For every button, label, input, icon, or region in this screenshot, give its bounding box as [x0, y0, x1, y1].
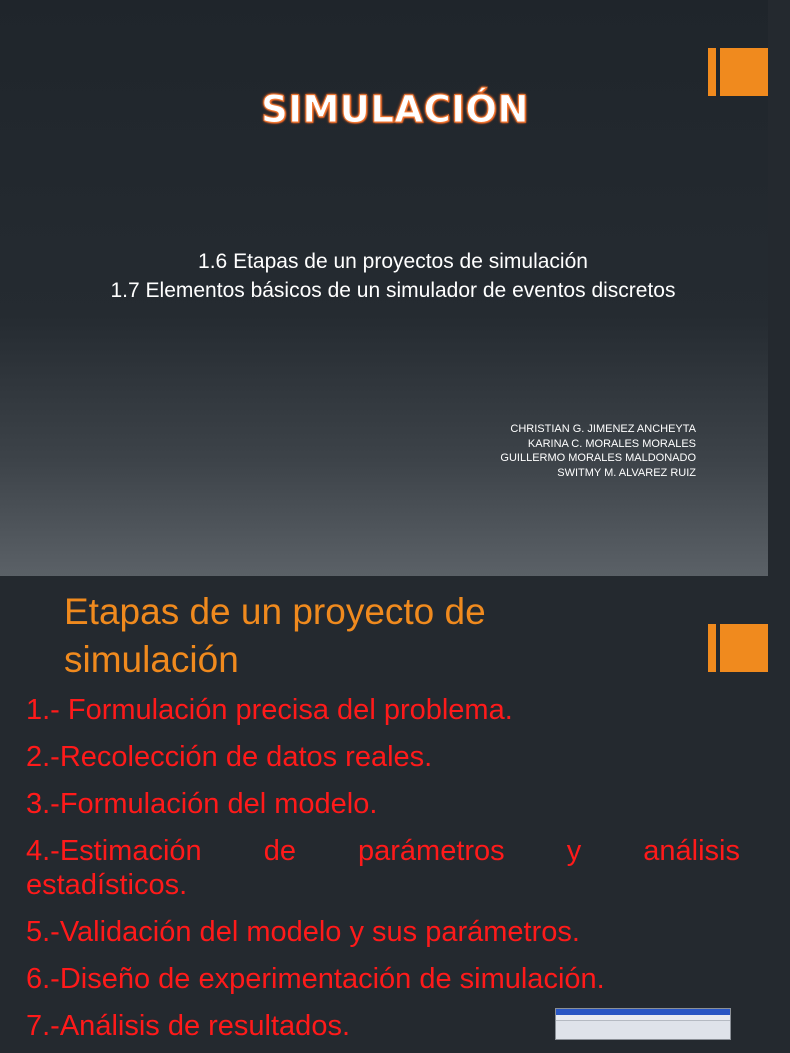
heading-line: simulación [64, 639, 239, 680]
author-list [500, 422, 696, 481]
accent-bar-thick [720, 624, 768, 672]
author-name: SWITMY M. ALVAREZ RUIZ [557, 467, 696, 480]
continuation-line: estadísticos. [26, 869, 188, 901]
content-slide [0, 576, 768, 1042]
list-item [26, 831, 740, 905]
list-item: 1.- Formulación precisa del problema. [26, 694, 513, 726]
word: parámetros [358, 835, 505, 867]
word: 4.-Estimación [26, 835, 202, 867]
list-item: 5.-Validación del modelo y sus parámetros. [26, 916, 580, 948]
heading-line: Etapas de un proyecto de [64, 591, 486, 632]
word: análisis [643, 835, 740, 867]
slide-title: SIMULACIÓN [261, 88, 529, 131]
slide-subtitles [0, 247, 786, 305]
list-item: 3.-Formulación del modelo. [26, 788, 378, 820]
embedded-screenshot-thumbnail [555, 1008, 731, 1040]
slide-heading [64, 588, 664, 684]
list-item: 2.-Recolección de datos reales. [26, 741, 433, 773]
list-item: 7.-Análisis de resultados. [26, 1010, 350, 1042]
author-name: GUILLERMO MORALES MALDONADO [500, 452, 696, 465]
author-name: KARINA C. MORALES MORALES [527, 437, 696, 450]
thumbnail-menubar [556, 1015, 730, 1021]
subtitle-line: 1.6 Etapas de un proyectos de simulación [198, 250, 588, 273]
word: y [566, 835, 582, 867]
stages-list [26, 690, 740, 1053]
word: de [263, 835, 296, 867]
list-item: 6.-Diseño de experimentación de simulación. [26, 963, 605, 995]
author-name: CHRISTIAN G. JIMENEZ ANCHEYTA [510, 423, 696, 435]
orange-accent-bars [708, 624, 768, 672]
subtitle-line: 1.7 Elementos básicos de un simulador de eventos discretos [110, 279, 676, 302]
accent-bar-thin [708, 624, 716, 672]
